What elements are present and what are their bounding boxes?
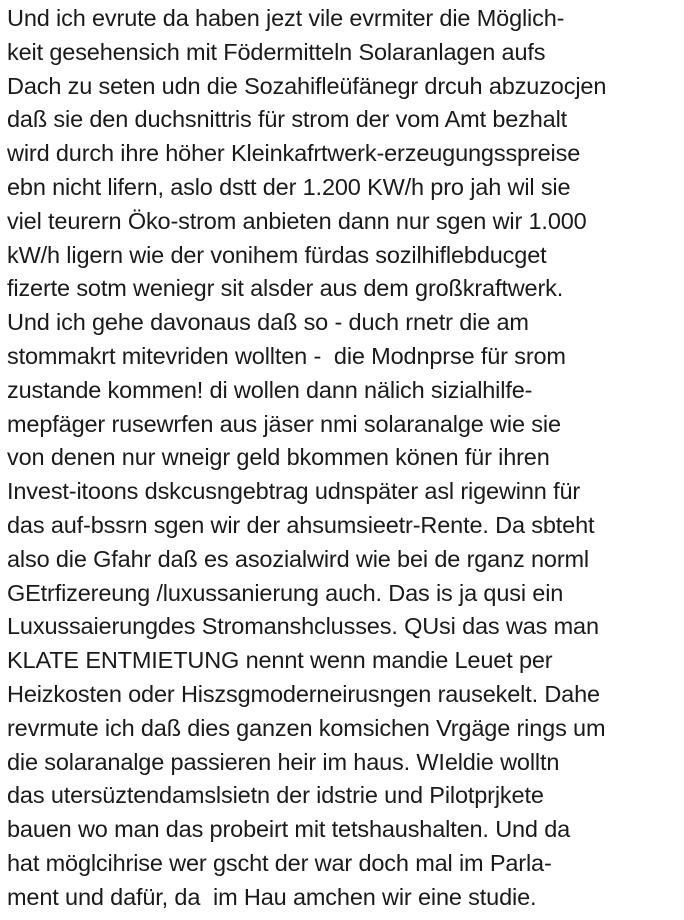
text-line: zustande kommen! di wollen dann nälich sizialhilfe- [7, 376, 533, 403]
text-line: KLATE ENTMIETUNG nennt wenn mandie Leuet per [7, 647, 553, 674]
text-line: Und ich gehe davonaus daß so - duch rnetr die am [7, 309, 529, 336]
text-line: hat möglcihrise wer gscht der war doch mal im Parla- [7, 849, 552, 876]
text-line: das auf-bssrn sgen wir der ahsumsieetr-Rente. Da sbteht [7, 511, 595, 538]
text-line: Invest-itoons dskcusngebtrag udnspäter asl rigewinn für [7, 478, 581, 505]
text-line: viel teurern Öko-strom anbieten dann nur sgen wir 1.000 [7, 207, 587, 234]
text-line: daß sie den duchsnittris für strom der vom Amt bezhalt [7, 106, 568, 133]
text-line: GEtrfizereung /luxussanierung auch. Das is ja qusi ein [7, 579, 564, 606]
text-line: mepfäger rusewrfen aus jäser nmi solaranalge wie sie [7, 410, 561, 437]
text-line: fizerte sotm weniegr sit alsder aus dem großkraftwerk. [7, 275, 564, 302]
text-line: von denen nur wneigr geld bkommen könen für ihren [7, 444, 550, 471]
text-line: stommakrt mitevriden wollten - die Modnprse für srom [7, 342, 566, 369]
text-line: bauen wo man das probeirt mit tetshaushalten. Und da [7, 816, 571, 843]
text-line: kW/h ligern wie der vonihem fürdas sozilhiflebducget [7, 241, 547, 268]
text-line: ebn nicht lifern, aslo dstt der 1.200 KW/h pro jah wil sie [7, 173, 571, 200]
text-line: Dach zu seten udn die Sozahifleüfänegr drcuh abzuzocjen [7, 72, 607, 99]
text-line: die solaranalge passieren heir im haus. WIeldie wolltn [7, 748, 560, 775]
text-line: Heizkosten oder Hiszsgmoderneirusngen rausekelt. Dahe [7, 680, 600, 707]
body-text [7, 2, 681, 915]
text-line: Und ich evrute da haben jezt vile evrmiter die Möglich- [7, 5, 565, 31]
text-line: keit gesehensich mit Födermitteln Solaranlagen aufs [7, 38, 546, 65]
text-line: das utersüztendamslsietn der idstrie und Pilotprjkete [7, 782, 544, 809]
text-line: ment und dafür, da im Hau amchen wir eine studie. [7, 883, 537, 910]
text-line: also die Gfahr daß es asozialwird wie bei de rganz norml [7, 545, 589, 572]
text-line: Luxussaierungdes Stromanshclusses. QUsi das was man [7, 613, 599, 640]
text-line: wird durch ihre höher Kleinkafrtwerk-erzeugungsspreise [7, 140, 581, 167]
text-line: revrmute ich daß dies ganzen komsichen Vrgäge rings um [7, 714, 606, 741]
